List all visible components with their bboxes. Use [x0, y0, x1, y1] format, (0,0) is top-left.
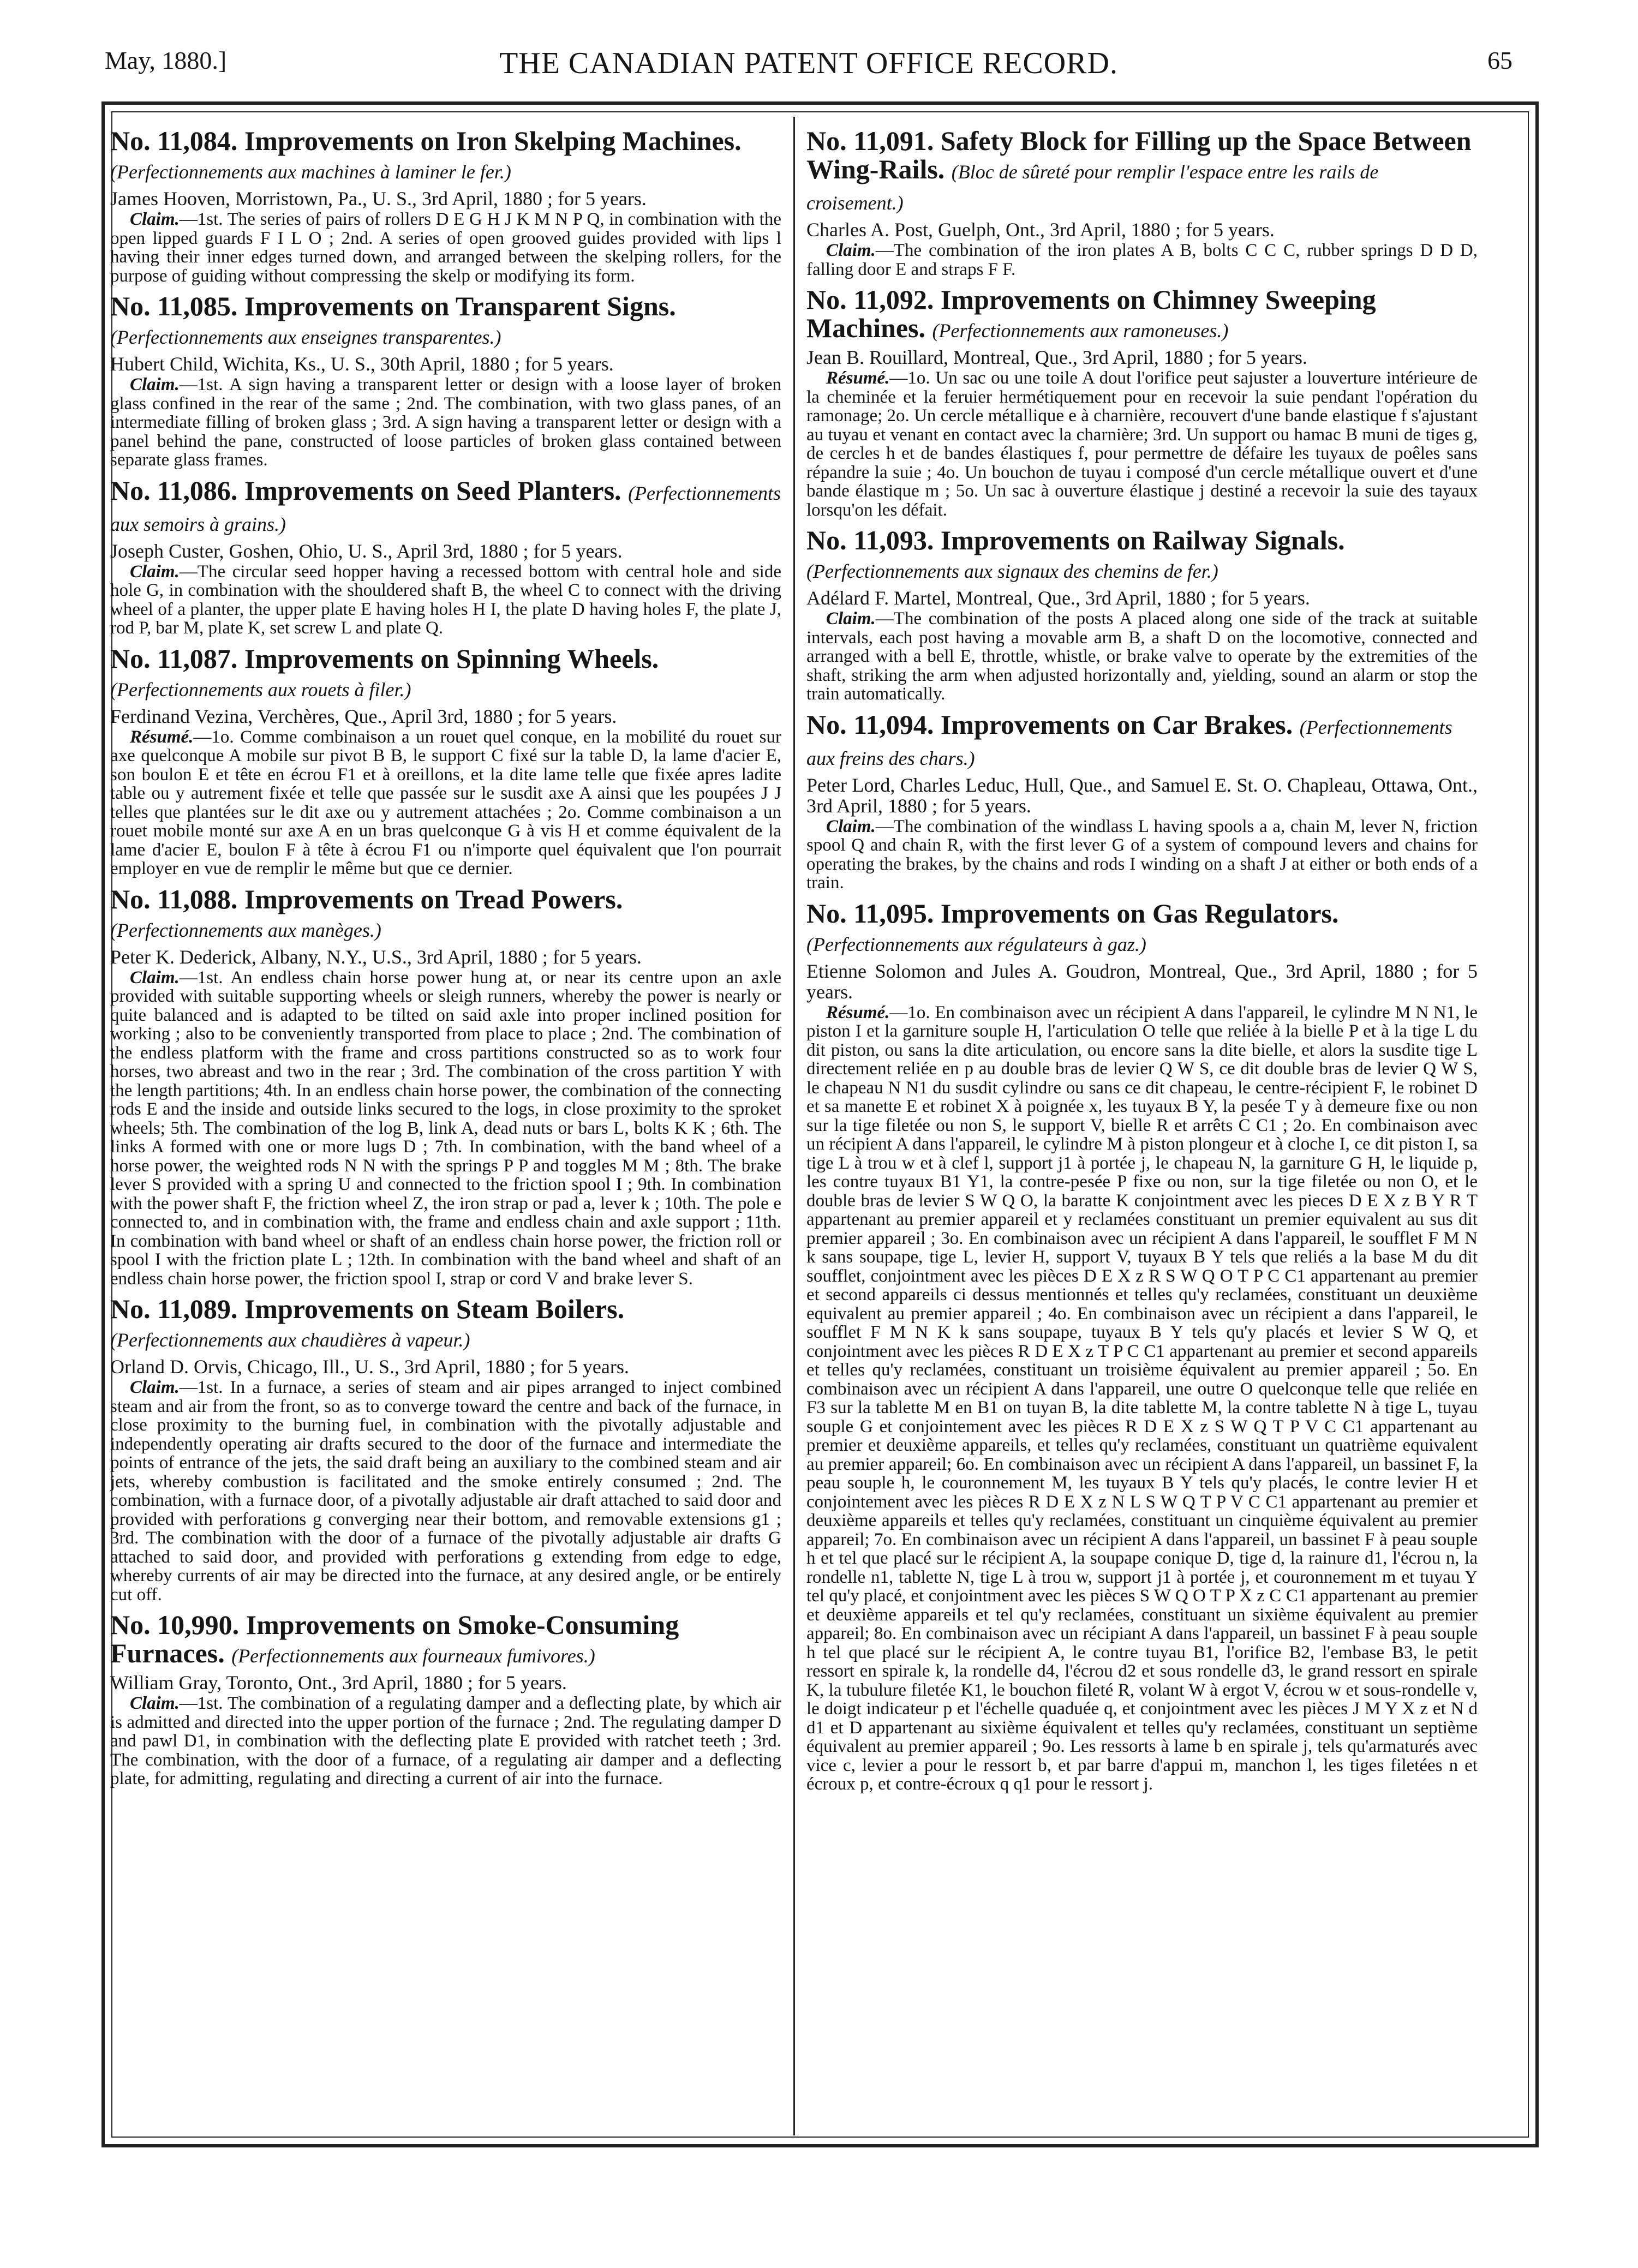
patent-entry — [110, 1611, 781, 1788]
patentee-line: Orland D. Orvis, Chicago, Ill., U. S., 3rd April, 1880 ; for 5 years. — [110, 1356, 629, 1378]
patent-title: No. 11,089. Improvements on Steam Boilers. (Perfectionnements aux chaudières à vapeur.) — [110, 1294, 625, 1351]
claim-text: Claim.—The combination of the windlass L having spools a a, chain M, lever N, friction spool Q and chain R, with the first lever G of a system of compound levers and chains for operating the brakes, by the chains and rods I winding on a shaft J at either or both ends of a train. — [806, 816, 1478, 893]
patent-title: No. 11,093. Improvements on Railway Signals. (Perfectionnements aux signaux des chemins de fer.) — [806, 525, 1345, 582]
patentee-line: Ferdinand Vezina, Verchères, Que., April 3rd, 1880 ; for 5 years. — [110, 705, 617, 727]
french-title: (Bloc de sûreté pour remplir l'espace entre les rails de croisement.) — [806, 161, 1379, 214]
column-divider — [793, 117, 795, 2135]
french-title: (Perfectionnements aux freins des chars.) — [806, 716, 1452, 769]
french-title: (Perfectionnements aux fourneaux fumivores.) — [231, 1645, 595, 1667]
patentee-line: James Hooven, Morristown, Pa., U. S., 3rd April, 1880 ; for 5 years. — [110, 188, 647, 210]
patent-entry — [110, 1295, 781, 1604]
claim-text: Claim.—The circular seed hopper having a recessed bottom with central hole and side hole G, in combination with the shouldered shaft B, the wheel C to connect with the driving wheel of a planter, the upper plate E having holes H I, the plate D having holes F, the plate J, rod P, bar M, plate K, set screw L and plate Q. — [110, 561, 781, 638]
claim-text: Claim.—1st. The combination of a regulating damper and a deflecting plate, by which air is admitted and directed into the upper portion of the furnace ; 2nd. The regulating damper D and pawl D1, in combination with the deflecting plate E provided with ratchet teeth ; 3rd. The combination, with the door of a furnace, of a regulating air damper and a deflecting plate, for admitting, regulating and directing a current of air into the furnace. — [110, 1693, 781, 1788]
patent-entry — [110, 476, 781, 638]
patentee-line: Etienne Solomon and Jules A. Goudron, Montreal, Que., 3rd April, 1880 ; for 5 years. — [806, 960, 1478, 1003]
patent-title: No. 11,094. Improvements on Car Brakes. (Perfectionnements aux freins des chars.) — [806, 709, 1452, 769]
patent-title: No. 11,092. Improvements on Chimney Sweeping Machines. (Perfectionnements aux ramoneuses.) — [806, 284, 1376, 343]
french-title: (Perfectionnements aux machines à laminer le fer.) — [110, 161, 511, 183]
patentee-line: Jean B. Rouillard, Montreal, Que., 3rd April, 1880 ; for 5 years. — [806, 346, 1307, 368]
patentee-line: Joseph Custer, Goshen, Ohio, U. S., April 3rd, 1880 ; for 5 years. — [110, 540, 623, 562]
issue-date: May, 1880.] — [105, 46, 227, 74]
patent-title: No. 11,091. Safety Block for Filling up the Space Between Wing-Rails. (Bloc de sûreté pour remplir l'espace entre les rails de croisement.) — [806, 127, 1472, 214]
patentee-line: Peter Lord, Charles Leduc, Hull, Que., and Samuel E. St. O. Chapleau, Ottawa, Ont., 3rd April, 1880 ; for 5 years. — [806, 774, 1478, 817]
patent-entry — [806, 127, 1478, 279]
claim-text: Claim.—1st. A sign having a transparent letter or design with a loose layer of broken glass confined in the rear of the same ; 2nd. The combination, with two glass panes, of an intermediate filling of broken glass ; 3rd. A sign having a transparent letter or design with a panel behind the pane, constructed of loose particles of broken glass contained between separate glass frames. — [110, 375, 781, 470]
patentee-line: Hubert Child, Wichita, Ks., U. S., 30th April, 1880 ; for 5 years. — [110, 353, 614, 375]
claim-text: Claim.—The combination of the posts A placed along one side of the track at suitable intervals, each post having a movable arm B, a shaft D on the locomotive, connected and arranged with a bell E, throttle, whistle, or brake valve to operate by the extremities of the shaft, striking the arm when adjusted horizontally and, yielding, sound an alarm or stop the train automatically. — [806, 609, 1478, 704]
claim-text: Claim.—1st. An endless chain horse power hung at, or near its centre upon an axle provided with suitable supporting wheels or sleigh runners, whereby the power is nearly or quite balanced and is adapted to be tilted on said axle into proper inclined position for working ; also to be conveniently transported from place to place ; 2nd. The combination of the endless platform with the frame and cross partitions constructed so as to work four horses, two abreast and two in the rear ; 3rd. The combination of the cross partition Y with the length partitions; 4th. In an endless chain horse power, the combination of the connecting rods E and the inside and outside links secured to the logs, in close proximity to the sproket wheels; 5th. The combination of the log B, link A, dead nuts or bars L, bolts K K ; 6th. The links A formed with one or more lugs D ; 7th. In combination, with the band wheel of a horse power, the weighted rods N N with the springs P P and toggles M M ; 8th. The brake lever S provided with a spring U and connected to the friction spool I ; 9th. In combination with the power shaft F, the friction wheel Z, the iron strap or pad a, lever k ; 10th. The pole e connected to, and in combination with, the frame and endless chain and axle support ; 11th. In combination with band wheel or shaft of an endless chain horse power, the friction roll or spool I with the friction plate L ; 12th. In combination with the band wheel and shaft of an endless chain horse power, the friction spool I, strap or cord V and brake lever S. — [110, 967, 781, 1289]
french-title: (Perfectionnements aux manèges.) — [110, 919, 381, 941]
claim-text: Claim.—1st. In a furnace, a series of steam and air pipes arranged to inject combined steam and air from the front, so as to converge toward the centre and back of the furnace, in close proximity to the burning fuel, in combination with the pivotally adjustable and independently operating air drafts secured to the door of the furnace and intermediate the points of entrance of the jets, the said draft being an auxiliary to the combined steam and air jets, whereby combustion is facilitated and the smoke entirely consumed ; 2nd. The combination, with a furnace door, of a pivotally adjustable air draft attached to said door and provided with perforations g converging near their bottom, and removable extensions g1 ; 3rd. The combination with the door of a furnace of the pivotally adjustable air drafts G attached to said door, and provided with perforations g extending from edge to edge, whereby currents of air may be directed into the furnace, at any desired angle, or be entirely cut off. — [110, 1378, 781, 1605]
patent-entry — [806, 285, 1478, 519]
patent-title: No. 11,087. Improvements on Spinning Wheels. (Perfectionnements aux rouets à filer.) — [110, 643, 659, 701]
publication-title: THE CANADIAN PATENT OFFICE RECORD. — [499, 46, 1118, 80]
french-title: (Perfectionnements aux régulateurs à gaz.) — [806, 933, 1146, 955]
patent-entry — [110, 885, 781, 1289]
left-column — [110, 127, 781, 2123]
french-title: (Perfectionnements aux signaux des chemins de fer.) — [806, 560, 1218, 582]
claim-text: Claim.—The combination of the iron plates A B, bolts C C C, rubber springs D D D, falling door E and straps F F. — [806, 241, 1478, 279]
patent-title: No. 11,084. Improvements on Iron Skelping Machines. (Perfectionnements aux machines à laminer le fer.) — [110, 127, 742, 183]
resume-text: Résumé.—1o. Un sac ou une toile A dout l'orifice peut sajuster a louverture intérieure de la cheminée et la feruier hermétiquement pour en recevoir la suie pendant l'opération du ramonage; 2o. Un cercle métallique e à charnière, recouvert d'une bande elastique f s'ajustant au tuyau et venant en contact avec la charnière; 3rd. Un support ou hamac B muni de tiges g, de cercles h et de bandes élastiques f, pour permettre de défaire les tuyaux de poêles sans répandre la suie ; 4o. Un bouchon de tuyau i composé d'un cercle métallique ouvert et d'une bande élastique m ; 5o. Un sac à ouverture élastique j destiné a recevoir la suie des tayaux lorsqu'on les défait. — [806, 368, 1478, 520]
french-title: (Perfectionnements aux rouets à filer.) — [110, 678, 411, 701]
patent-entry — [110, 292, 781, 470]
patent-entry — [110, 127, 781, 285]
patent-title: No. 10,990. Improvements on Smoke-Consuming Furnaces. (Perfectionnements aux fourneaux fumivores.) — [110, 1609, 679, 1668]
french-title: (Perfectionnements aux chaudières à vapeur.) — [110, 1329, 470, 1351]
patent-entry — [806, 526, 1478, 704]
french-title: (Perfectionnements aux ramoneuses.) — [932, 320, 1229, 342]
patentee-line: Charles A. Post, Guelph, Ont., 3rd April, 1880 ; for 5 years. — [806, 219, 1275, 241]
claim-text: Claim.—1st. The series of pairs of rollers D E G H J K M N P Q, in combination with the open lipped guards F I L O ; 2nd. A series of open grooved guides provided with lips l having their inner edges turned down, and arranged between the skelping rollers, for the purpose of guiding without compressing the skelp or modifying its form. — [110, 210, 781, 286]
patent-title: No. 11,095. Improvements on Gas Regulators. (Perfectionnements aux régulateurs à gaz.) — [806, 897, 1339, 955]
running-header — [105, 46, 1513, 79]
patent-title: No. 11,085. Improvements on Transparent Signs. (Perfectionnements aux enseignes transparentes.) — [110, 291, 676, 348]
patent-entry — [110, 644, 781, 878]
patentee-line: Peter K. Dederick, Albany, N.Y., U.S., 3rd April, 1880 ; for 5 years. — [110, 946, 642, 968]
french-title: (Perfectionnements aux semoirs à grains.) — [110, 482, 781, 535]
patent-entry — [806, 899, 1478, 1794]
french-title: (Perfectionnements aux enseignes transparentes.) — [110, 326, 501, 348]
patent-entry — [806, 710, 1478, 893]
resume-text: Résumé.—1o. En combinaison avec un récipient A dans l'appareil, le cylindre M N N1, le piston I et la garniture souple H, l'articulation O telle que reliée à la bielle P et à la tige L du dit piston, ou sans la dite articulation, ou encore sans la dite bielle, et alors la susdite tige L directement reliée en p au double bras de levier Q W S, ce dit double bras de levier Q W S, le chapeau N N1 du susdit cylindre ou sans ce dit chapeau, le centre-récipient F, le robinet D et sa manette E et robinet X à poignée x, les tuyaux B Y, la pesée T y à demeure fixe ou non sur la tige filetée ou non S, le support V, bielle R et arrêts C C1 ; 2o. En combinaison avec un récipient A dans l'appareil, le cylindre M à piston plongeur et à cloche I, ce dit piston I, sa tige L à trou w et à clef l, support j1 à portée j, le chapeau N, la garniture G H, le liquide p, les contre tuyaux B1 Y1, la contre-pesée P fixe ou non, sur la tige filetée ou non O, et le double bras de levier S W Q O, la baratte K conjointment avec les pieces D E X z B Y R T appartenant au premier appareil et y reclamées constituant un premier equivalent au sus dit premier appareil ; 3o. En combinaison avec un récipient A dans l'appareil, le soufflet F M N k sans soupape, tige L, levier H, support V, tuyaux B Y tels que reliés a la base M du dit soufflet, conjointment avec les pièces D E X z R S W Q O T P C C1 appartenant au premier et second appareils ci dessus mentionnés et telles qu'y reclamées, constituant un deuxième equivalent au premier appareil ; 4o. En combinaison avec un récipient a dans l'appareil, le soufflet F M N K k sans soupape, tuyaux B Y tels qu'y placés et levier S W Q, et conjointment avec les pièces R D E X z T P C C1 appartenant au premier et second appareils et telles qu'y reclamées, constituant un troisième équivalent au premier appareil ; 5o. En combinaison avec un récipient A dans l'appareil, une outre O quelconque telle que reliée en F3 sur la tablette M en B1 on tuyan B, la dite tablette M, la contre tablette N à tige L, tuyau souple G et conjointement avec les pièces R D E X z S W Q T P V C C1 appartenant au premier et deuxième appareils, et telles qu'y reclamées, constituant un quatrième equivalent au premier appareil; 6o. En combinaison avec un récipient A dans l'appareil, un bassinet F, la peau souple h, le couronnement M, les tuyaux B Y tels qu'y placés, le contre levier H et conjointement avec les pièces R D E X z N L S W Q T P V C C1 appartenant au premier et deuxième appareils et telles qu'y reclamées, constituant un cinquième équivalent au premier appareil; 7o. En combinaison avec un récipient A dans l'appareil, un bassinet F à peau souple h et tel que placé sur le récipient A, la soupape conique D, tige d, la rainure d1, l'écrou n, la rondelle n1, tablette N, tige L à trou w, support j1 à portée j, et couronnement m et tuyau Y tel qu'y placé, et conjointment avec les pièces S W Q O T P X z C C1 appartenant au premier et deuxième appareils et tel qu'y reclamées, constituant un sixième équivalent au premier appareil; 8o. En combinaison avec un récipiant A dans l'appareil, un bassinet F à peau souple h tel que placé sur le récipient A, le contre tuyau B1, l'orifice B2, l'embase B3, le petit ressort en spirale k, la rondelle d4, l'écrou d2 et sous rondelle d3, le grand ressort en spirale K, la tubulure filetée K1, le bouchon fileté R, volant W à ergot V, écrou w et sous-rondelle v, le doigt indicateur p et l'échelle quaduée q, et conjointment avec les pièces J M Y X z et N d d1 et D appartenant au sixième équivalent et telles qu'y reclamées, constituant un septième équivalent au premier appareil ; 9o. Les ressorts à lame b en spirale j, tels qu'armaturés avec vice c, levier a pour le ressort b, et par barre d'appui m, manchon l, les tiges filetées n et écroux p, et contre-écroux q q1 pour le ressort j. — [806, 1002, 1478, 1794]
page-number: 65 — [1487, 46, 1513, 74]
patentee-line: Adélard F. Martel, Montreal, Que., 3rd April, 1880 ; for 5 years. — [806, 587, 1310, 609]
right-column — [806, 127, 1478, 2123]
resume-text: Résumé.—1o. Comme combinaison a un rouet quel conque, en la mobilité du rouet sur axe quelconque A mobile sur pivot B B, le support C fixé sur la table D, la lame d'acier E, son boulon E et tête en écrou F1 et à oreillons, et la dite lame telle que fixée apres ladite table ou y autrement fixée et telle que passée sur le susdit axe A ainsi que les poupées J J telles que plantées sur le dit axe ou y autrement attachées ; 2o. Comme combinaison a un rouet mobile monté sur axe A en un bras quelconque G à vis H et comme équivalent de la lame d'acier E, boulon F à tête à écrou F1 ou n'importe quel équivalent que l'on pourrait employer en vue de remplir le même but que ce dernier. — [110, 727, 781, 878]
patent-title: No. 11,086. Improvements on Seed Planters. (Perfectionnements aux semoirs à grains.) — [110, 475, 781, 535]
patentee-line: William Gray, Toronto, Ont., 3rd April, 1880 ; for 5 years. — [110, 1672, 567, 1693]
patent-title: No. 11,088. Improvements on Tread Powers. (Perfectionnements aux manèges.) — [110, 883, 623, 941]
